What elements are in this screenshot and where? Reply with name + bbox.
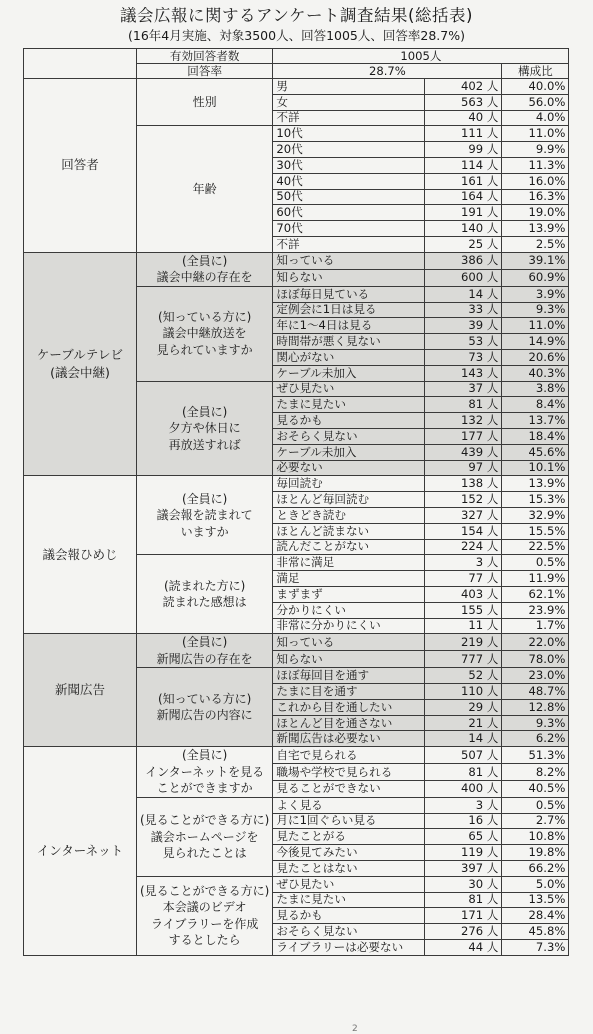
answer-cell: 関心がない xyxy=(273,349,425,365)
answer-cell: ぜひ見たい xyxy=(273,381,425,397)
count-cell: 110 人 xyxy=(425,684,502,700)
percent-cell: 4.0% xyxy=(502,110,569,126)
count-cell: 81 人 xyxy=(425,892,502,908)
answer-cell: ケーブル未加入 xyxy=(273,365,425,381)
percent-cell: 1.7% xyxy=(502,618,569,634)
answer-cell: 月に1回ぐらい見る xyxy=(273,813,425,829)
percent-cell: 13.9% xyxy=(502,476,569,492)
count-cell: 52 人 xyxy=(425,668,502,684)
count-cell: 403 人 xyxy=(425,586,502,602)
percent-cell: 19.0% xyxy=(502,205,569,221)
percent-cell: 19.8% xyxy=(502,845,569,861)
answer-cell: これから目を通したい xyxy=(273,699,425,715)
percent-cell: 45.6% xyxy=(502,444,569,460)
percent-cell: 13.5% xyxy=(502,892,569,908)
percent-cell: 10.1% xyxy=(502,460,569,476)
question-label: (全員に) 新聞広告の存在を xyxy=(137,634,273,668)
answer-cell: 分かりにくい xyxy=(273,602,425,618)
count-cell: 114 人 xyxy=(425,157,502,173)
answer-cell: ケーブル未加入 xyxy=(273,444,425,460)
count-cell: 30 人 xyxy=(425,876,502,892)
count-cell: 400 人 xyxy=(425,780,502,797)
ratio-header: 構成比 xyxy=(502,64,569,79)
count-cell: 81 人 xyxy=(425,764,502,781)
count-cell: 177 人 xyxy=(425,428,502,444)
answer-cell: 知らない xyxy=(273,269,425,286)
question-label: (見ることができる方に) 議会ホームページを 見られたことは xyxy=(137,797,273,876)
percent-cell: 3.8% xyxy=(502,381,569,397)
answer-cell: 自宅で見られる xyxy=(273,747,425,764)
answer-cell: 非常に分かりにくい xyxy=(273,618,425,634)
count-cell: 154 人 xyxy=(425,523,502,539)
answer-cell: 10代 xyxy=(273,126,425,142)
answer-cell: 見たことはない xyxy=(273,860,425,876)
count-cell: 21 人 xyxy=(425,715,502,731)
answer-cell: ほとんど読まない xyxy=(273,523,425,539)
count-cell: 219 人 xyxy=(425,634,502,651)
count-cell: 40 人 xyxy=(425,110,502,126)
percent-cell: 7.3% xyxy=(502,939,569,955)
count-cell: 65 人 xyxy=(425,829,502,845)
answer-cell: 今後見てみたい xyxy=(273,845,425,861)
percent-cell: 2.7% xyxy=(502,813,569,829)
question-label: (見ることができる方に) 本会議のビデオ ライブラリーを作成 するとしたら xyxy=(137,876,273,955)
answer-cell: まずまず xyxy=(273,586,425,602)
answer-cell: ライブラリーは必要ない xyxy=(273,939,425,955)
section-group-label: 議会報ひめじ xyxy=(24,476,137,634)
percent-cell: 11.0% xyxy=(502,126,569,142)
count-cell: 600 人 xyxy=(425,269,502,286)
percent-cell: 23.9% xyxy=(502,602,569,618)
count-cell: 16 人 xyxy=(425,813,502,829)
percent-cell: 9.3% xyxy=(502,715,569,731)
count-cell: 563 人 xyxy=(425,94,502,110)
answer-cell: 男 xyxy=(273,79,425,95)
count-cell: 14 人 xyxy=(425,286,502,302)
count-cell: 97 人 xyxy=(425,460,502,476)
percent-cell: 8.2% xyxy=(502,764,569,781)
answer-cell: 知っている xyxy=(273,252,425,269)
answer-cell: 知っている xyxy=(273,634,425,651)
answer-cell: 70代 xyxy=(273,221,425,237)
percent-cell: 23.0% xyxy=(502,668,569,684)
percent-cell: 60.9% xyxy=(502,269,569,286)
valid-respondents-label: 有効回答者数 xyxy=(137,49,273,64)
count-cell: 111 人 xyxy=(425,126,502,142)
percent-cell: 16.0% xyxy=(502,173,569,189)
count-cell: 25 人 xyxy=(425,236,502,252)
header-blank-cell xyxy=(24,49,137,79)
answer-cell: ほとんど目を通さない xyxy=(273,715,425,731)
page-subtitle: (16年4月実施、対象3500人、回答1005人、回答率28.7%) xyxy=(128,28,465,43)
percent-cell: 0.5% xyxy=(502,555,569,571)
percent-cell: 15.3% xyxy=(502,492,569,508)
percent-cell: 45.8% xyxy=(502,924,569,940)
answer-cell: たまに目を通す xyxy=(273,684,425,700)
percent-cell: 8.4% xyxy=(502,397,569,413)
count-cell: 161 人 xyxy=(425,173,502,189)
answer-cell: ぜひ見たい xyxy=(273,876,425,892)
percent-cell: 20.6% xyxy=(502,349,569,365)
answer-cell: 60代 xyxy=(273,205,425,221)
question-label: (全員に) 議会中継の存在を xyxy=(137,252,273,286)
response-rate-value: 28.7% xyxy=(273,64,502,79)
count-cell: 11 人 xyxy=(425,618,502,634)
count-cell: 14 人 xyxy=(425,731,502,747)
count-cell: 99 人 xyxy=(425,142,502,158)
percent-cell: 78.0% xyxy=(502,651,569,668)
valid-respondents-row xyxy=(24,49,569,64)
table-row xyxy=(24,79,569,95)
count-cell: 171 人 xyxy=(425,908,502,924)
percent-cell: 32.9% xyxy=(502,507,569,523)
answer-cell: 知らない xyxy=(273,651,425,668)
percent-cell: 5.0% xyxy=(502,876,569,892)
question-label: (全員に) 議会報を読まれて いますか xyxy=(137,476,273,555)
percent-cell: 6.2% xyxy=(502,731,569,747)
count-cell: 29 人 xyxy=(425,699,502,715)
percent-cell: 18.4% xyxy=(502,428,569,444)
count-cell: 73 人 xyxy=(425,349,502,365)
survey-table-body xyxy=(24,49,569,956)
answer-cell: 読んだことがない xyxy=(273,539,425,555)
percent-cell: 62.1% xyxy=(502,586,569,602)
percent-cell: 16.3% xyxy=(502,189,569,205)
answer-cell: 見るかも xyxy=(273,908,425,924)
count-cell: 44 人 xyxy=(425,939,502,955)
answer-cell: 女 xyxy=(273,94,425,110)
answer-cell: たまに見たい xyxy=(273,892,425,908)
count-cell: 143 人 xyxy=(425,365,502,381)
table-row xyxy=(24,747,569,764)
question-label: (読まれた方に) 読まれた感想は xyxy=(137,555,273,634)
answer-cell: 年に1～4日は見る xyxy=(273,318,425,334)
count-cell: 777 人 xyxy=(425,651,502,668)
percent-cell: 48.7% xyxy=(502,684,569,700)
question-label: (全員に) 夕方や休日に 再放送すれば xyxy=(137,381,273,476)
count-cell: 224 人 xyxy=(425,539,502,555)
answer-cell: たまに見たい xyxy=(273,397,425,413)
count-cell: 152 人 xyxy=(425,492,502,508)
answer-cell: 50代 xyxy=(273,189,425,205)
count-cell: 39 人 xyxy=(425,318,502,334)
answer-cell: よく見る xyxy=(273,797,425,813)
percent-cell: 3.9% xyxy=(502,286,569,302)
answer-cell: 40代 xyxy=(273,173,425,189)
count-cell: 402 人 xyxy=(425,79,502,95)
percent-cell: 40.0% xyxy=(502,79,569,95)
table-row xyxy=(24,634,569,651)
percent-cell: 15.5% xyxy=(502,523,569,539)
count-cell: 439 人 xyxy=(425,444,502,460)
percent-cell: 13.9% xyxy=(502,221,569,237)
question-label: (全員に) インターネットを見る ことができますか xyxy=(137,747,273,798)
answer-cell: 時間帯が悪く見ない xyxy=(273,334,425,350)
percent-cell: 11.3% xyxy=(502,157,569,173)
question-label: (知っている方に) 議会中継放送を 見られていますか xyxy=(137,286,273,381)
percent-cell: 22.0% xyxy=(502,634,569,651)
question-label: 性別 xyxy=(137,79,273,126)
answer-cell: 見るかも xyxy=(273,413,425,429)
section-group-label: 回答者 xyxy=(24,79,137,253)
percent-cell: 56.0% xyxy=(502,94,569,110)
answer-cell: 非常に満足 xyxy=(273,555,425,571)
percent-cell: 28.4% xyxy=(502,908,569,924)
count-cell: 138 人 xyxy=(425,476,502,492)
percent-cell: 13.7% xyxy=(502,413,569,429)
page-title: 議会広報に関するアンケート調査結果(総括表) xyxy=(120,6,473,25)
survey-results-table xyxy=(23,48,569,956)
answer-cell: 定例会に1日は見る xyxy=(273,302,425,318)
percent-cell: 12.8% xyxy=(502,699,569,715)
answer-cell: ほとんど毎回読む xyxy=(273,492,425,508)
answer-cell: 見たことがる xyxy=(273,829,425,845)
table-row xyxy=(24,252,569,269)
percent-cell: 14.9% xyxy=(502,334,569,350)
count-cell: 155 人 xyxy=(425,602,502,618)
answer-cell: 職場や学校で見られる xyxy=(273,764,425,781)
count-cell: 33 人 xyxy=(425,302,502,318)
section-group-label: インターネット xyxy=(24,747,137,955)
count-cell: 3 人 xyxy=(425,555,502,571)
answer-cell: ほぼ毎日見ている xyxy=(273,286,425,302)
count-cell: 132 人 xyxy=(425,413,502,429)
count-cell: 77 人 xyxy=(425,571,502,587)
percent-cell: 40.5% xyxy=(502,780,569,797)
count-cell: 119 人 xyxy=(425,845,502,861)
percent-cell: 10.8% xyxy=(502,829,569,845)
percent-cell: 66.2% xyxy=(502,860,569,876)
answer-cell: おそらく見ない xyxy=(273,924,425,940)
count-cell: 386 人 xyxy=(425,252,502,269)
section-group-label: ケーブルテレビ (議会中継) xyxy=(24,252,137,476)
answer-cell: ときどき読む xyxy=(273,507,425,523)
percent-cell: 51.3% xyxy=(502,747,569,764)
count-cell: 81 人 xyxy=(425,397,502,413)
count-cell: 53 人 xyxy=(425,334,502,350)
percent-cell: 0.5% xyxy=(502,797,569,813)
valid-respondents-value: 1005人 xyxy=(273,49,569,64)
count-cell: 3 人 xyxy=(425,797,502,813)
count-cell: 327 人 xyxy=(425,507,502,523)
count-cell: 191 人 xyxy=(425,205,502,221)
count-cell: 507 人 xyxy=(425,747,502,764)
answer-cell: 20代 xyxy=(273,142,425,158)
count-cell: 37 人 xyxy=(425,381,502,397)
question-label: 年齢 xyxy=(137,126,273,252)
count-cell: 164 人 xyxy=(425,189,502,205)
percent-cell: 22.5% xyxy=(502,539,569,555)
section-group-label: 新聞広告 xyxy=(24,634,137,747)
answer-cell: 満足 xyxy=(273,571,425,587)
table-row xyxy=(24,476,569,492)
response-rate-label: 回答率 xyxy=(137,64,273,79)
count-cell: 140 人 xyxy=(425,221,502,237)
count-cell: 397 人 xyxy=(425,860,502,876)
percent-cell: 11.0% xyxy=(502,318,569,334)
answer-cell: おそらく見ない xyxy=(273,428,425,444)
percent-cell: 2.5% xyxy=(502,236,569,252)
answer-cell: 30代 xyxy=(273,157,425,173)
percent-cell: 9.3% xyxy=(502,302,569,318)
answer-cell: 必要ない xyxy=(273,460,425,476)
answer-cell: ほぼ毎回目を通す xyxy=(273,668,425,684)
answer-cell: 不詳 xyxy=(273,236,425,252)
answer-cell: 見ることができない xyxy=(273,780,425,797)
percent-cell: 11.9% xyxy=(502,571,569,587)
answer-cell: 毎回読む xyxy=(273,476,425,492)
percent-cell: 40.3% xyxy=(502,365,569,381)
count-cell: 276 人 xyxy=(425,924,502,940)
answer-cell: 新聞広告は必要ない xyxy=(273,731,425,747)
answer-cell: 不詳 xyxy=(273,110,425,126)
percent-cell: 39.1% xyxy=(502,252,569,269)
page-number: 2 xyxy=(352,1024,358,1034)
question-label: (知っている方に) 新聞広告の内容に xyxy=(137,668,273,747)
percent-cell: 9.9% xyxy=(502,142,569,158)
